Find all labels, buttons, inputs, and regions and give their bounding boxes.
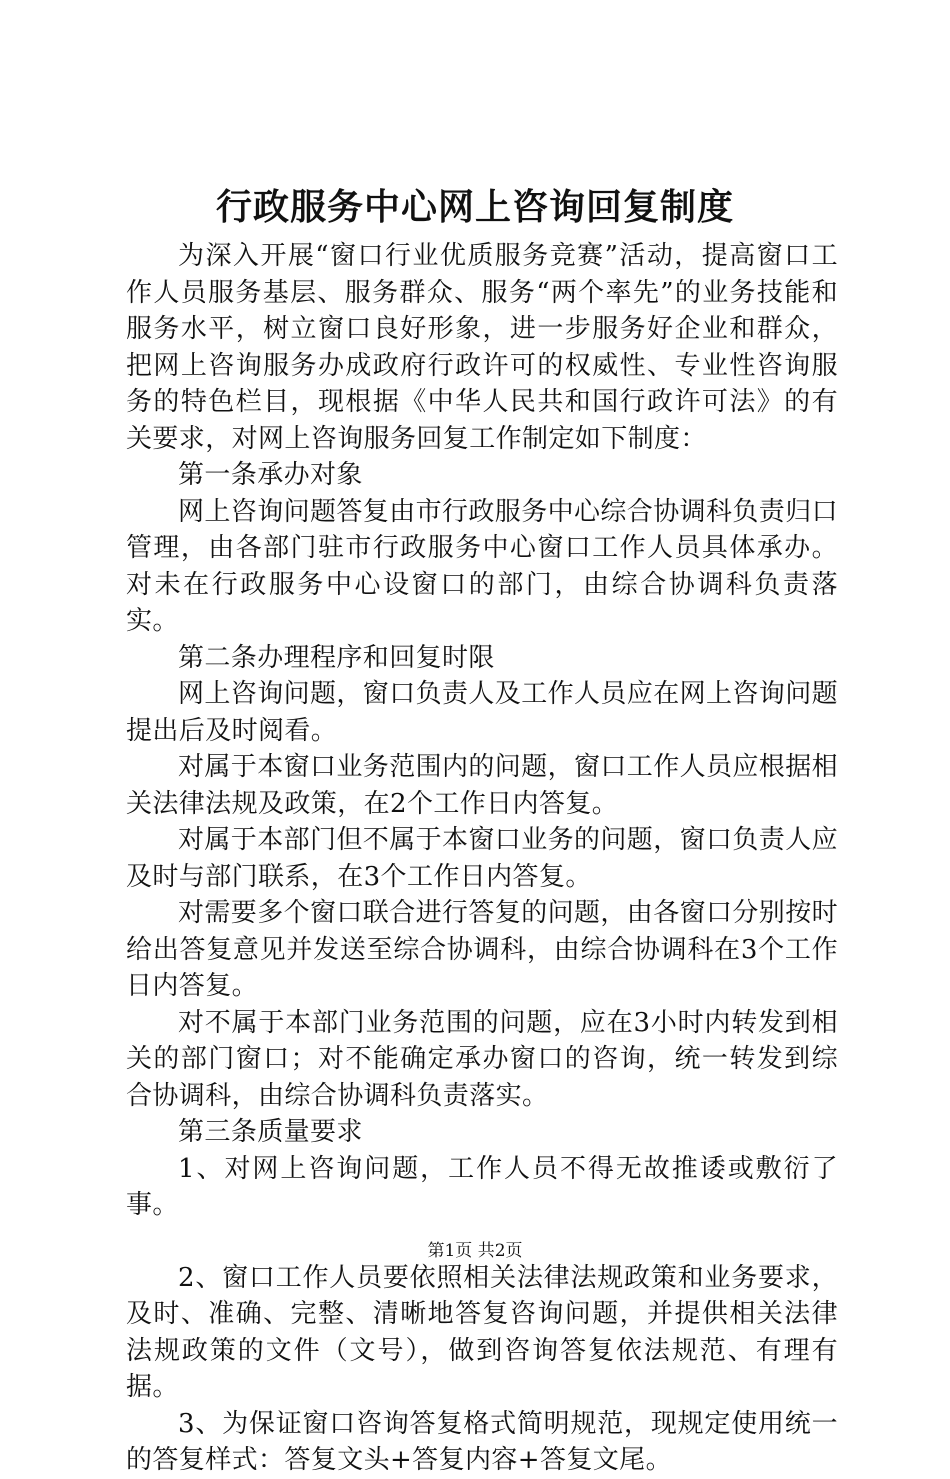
article-2-paragraph-5: 对不属于本部门业务范围的问题，应在3小时内转发到相关的部门窗口；对不能确定承办窗口的咨询，统一转发到综合协调科，由综合协调科负责落实。	[126, 1007, 838, 1111]
article-2-paragraph-4: 对需要多个窗口联合进行答复的问题，由各窗口分别按时给出答复意见并发送至综合协调科，由综合协调科在3个工作日内答复。	[126, 898, 839, 1001]
article-2-heading: 第二条办理程序和回复时限	[178, 642, 495, 673]
article-3-item-2: 2、窗口工作人员要依照相关法律法规政策和业务要求，及时、准确、完整、清晰地答复咨询问题，并提供相关法律法规政策的文件（文号），做到咨询答复依法规范、有理有据。	[126, 1262, 838, 1402]
article-2-paragraph-1: 网上咨询问题，窗口负责人及工作人员应在网上咨询问题提出后及时阅看。	[126, 679, 839, 746]
article-2-paragraph-2: 对属于本窗口业务范围内的问题，窗口工作人员应根据相关法律法规及政策，在2个工作日内答复。	[126, 752, 839, 819]
intro-paragraph: 为深入开展“窗口行业优质服务竞赛”活动，提高窗口工作人员服务基层、服务群众、服务“两个率先”的业务技能和服务水平，树立窗口良好形象，进一步服务好企业和群众，把网上咨询服务办成政府行政许可的权威性、专业性咨询服务的特色栏目，现根据《中华人民共和国行政许可法》的有关要求，对网上咨询服务回复工作制定如下制度：	[126, 241, 838, 454]
article-2-paragraph-3: 对属于本部门但不属于本窗口业务的问题，窗口负责人应及时与部门联系，在3个工作日内答复。	[126, 825, 839, 892]
document-title: 行政服务中心网上咨询回复制度	[215, 187, 734, 228]
article-3-item-3: 3、为保证窗口咨询答复格式简明规范，现规定使用统一的答复样式：答复文头+答复内容+答复文尾。	[126, 1408, 838, 1475]
article-1-paragraph: 网上咨询问题答复由市行政服务中心综合协调科负责归口管理，由各部门驻市行政服务中心窗口工作人员具体承办。对未在行政服务中心设窗口的部门，由综合协调科负责落实。	[126, 496, 839, 636]
article-3-item-1: 1、对网上咨询问题，工作人员不得无故推诿或敷衍了事。	[126, 1153, 838, 1220]
document-body	[126, 238, 838, 1479]
page-number-footer: 第1页 共2页	[427, 1241, 523, 1261]
article-1-heading: 第一条承办对象	[178, 460, 363, 490]
article-3-heading: 第三条质量要求	[178, 1117, 363, 1147]
